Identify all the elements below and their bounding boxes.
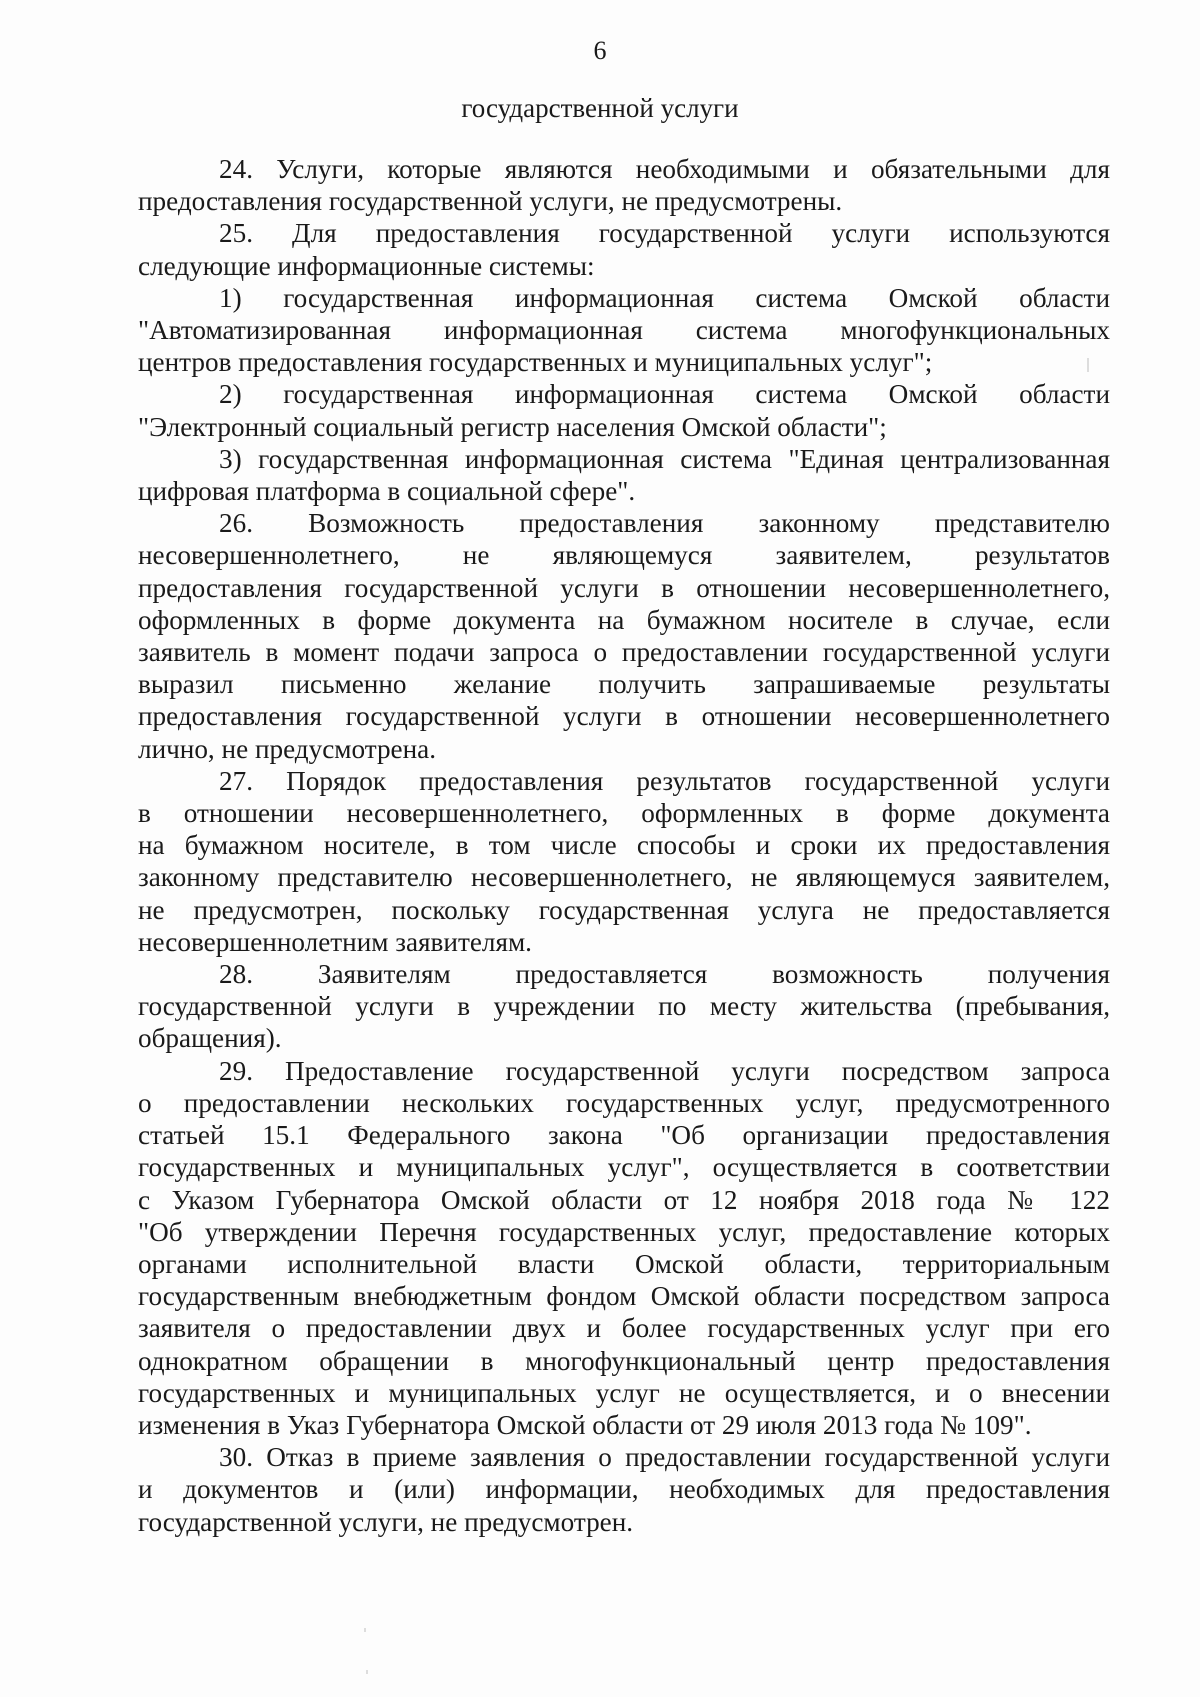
text-line: 27. Порядок предоставления результатов государственной услуги: [219, 765, 1110, 796]
text-line: цифровая платформа в социальной сфере".: [138, 476, 636, 507]
text-line: и документов и (или) информации, необходимых для предоставления: [138, 1474, 1110, 1505]
text-line: однократном обращении в многофункциональный центр предоставления: [138, 1345, 1110, 1376]
text-line: заявитель в момент подачи запроса о предоставлении государственной услуги: [138, 637, 1110, 668]
text-line: следующие информационные системы:: [138, 250, 595, 281]
text-line: заявителя о предоставлении двух и более государственных услуг при его: [138, 1313, 1110, 1344]
text-line: оформленных в форме документа на бумажном носителе в случае, если: [138, 604, 1110, 635]
text-line: 30. Отказ в приеме заявления о предоставлении государственной услуги: [219, 1442, 1110, 1473]
paragraph-24: [138, 153, 1110, 217]
paragraph-25: [138, 217, 1110, 281]
text-line: 26. Возможность предоставления законному представителю: [219, 508, 1110, 539]
text-line: 25. Для предоставления государственной услуги используются: [219, 218, 1110, 249]
text-line: государственных и муниципальных услуг", осуществляется в соответствии: [138, 1152, 1110, 1183]
section-heading-continued: государственной услуги: [461, 93, 739, 123]
paragraph-29: [138, 1055, 1110, 1441]
text-line: лично, не предусмотрена.: [138, 733, 437, 764]
text-line: в отношении несовершеннолетнего, оформленных в форме документа: [138, 798, 1110, 829]
document-body: [138, 153, 1110, 1538]
paragraph-27: [138, 765, 1110, 958]
text-line: выразил письменно желание получить запрашиваемые результаты: [138, 669, 1110, 700]
paragraph-30: [138, 1441, 1110, 1538]
text-line: 1) государственная информационная система Омской области: [219, 282, 1110, 313]
text-line: о предоставлении нескольких государственных услуг, предусмотренного: [138, 1087, 1110, 1118]
text-line: государственным внебюджетным фондом Омской области посредством запроса: [138, 1281, 1110, 1312]
text-line: статьей 15.1 Федерального закона "Об организации предоставления: [138, 1120, 1110, 1151]
text-line: государственных и муниципальных услуг не осуществляется, и о внесении: [138, 1377, 1110, 1408]
text-line: несовершеннолетним заявителям.: [138, 926, 532, 957]
page-number: 6: [593, 36, 607, 65]
text-line: 28. Заявителям предоставляется возможность получения: [219, 959, 1110, 990]
text-line: 24. Услуги, которые являются необходимыми и обязательными для: [219, 154, 1110, 184]
text-line: изменения в Указ Губернатора Омской области от 29 июля 2013 года № 109".: [138, 1409, 1032, 1440]
paragraph-26: [138, 507, 1110, 765]
list-item-1: [138, 282, 1110, 379]
text-line: 3) государственная информационная система "Единая централизованная: [219, 443, 1110, 474]
text-line: законному представителю несовершеннолетнего, не являющемуся заявителем,: [138, 862, 1110, 893]
text-line: несовершеннолетнего, не являющемуся заявителем, результатов: [138, 540, 1110, 571]
text-line: центров предоставления государственных и муниципальных услуг";: [138, 347, 933, 378]
text-line: не предусмотрен, поскольку государственная услуга не предоставляется: [138, 894, 1110, 925]
text-line: предоставления государственной услуги в отношении несовершеннолетнего,: [138, 572, 1110, 603]
text-line: предоставления государственной услуги в отношении несовершеннолетнего: [138, 701, 1110, 732]
list-item-2: [138, 378, 1110, 442]
text-line: 2) государственная информационная система Омской области: [219, 379, 1110, 410]
paragraph-28: [138, 958, 1110, 1055]
text-line: с Указом Губернатора Омской области от 12 ноября 2018 года № 122: [138, 1184, 1110, 1215]
text-line: "Об утверждении Перечня государственных услуг, предоставление которых: [138, 1216, 1110, 1247]
list-item-3: [138, 443, 1110, 507]
text-line: государственной услуги в учреждении по месту жительства (пребывания,: [138, 991, 1110, 1022]
text-line: "Электронный социальный регистр населения Омской области";: [138, 411, 887, 442]
text-line: "Автоматизированная информационная система многофункциональных: [138, 315, 1110, 346]
text-line: органами исполнительной власти Омской области, территориальным: [138, 1248, 1110, 1279]
text-line: предоставления государственной услуги, не предусмотрены.: [138, 186, 843, 217]
text-line: обращения).: [138, 1023, 282, 1054]
text-line: 29. Предоставление государственной услуги посредством запроса: [219, 1055, 1110, 1086]
text-line: на бумажном носителе, в том числе способы и сроки их предоставления: [138, 830, 1110, 861]
text-line: государственной услуги, не предусмотрен.: [138, 1506, 634, 1537]
